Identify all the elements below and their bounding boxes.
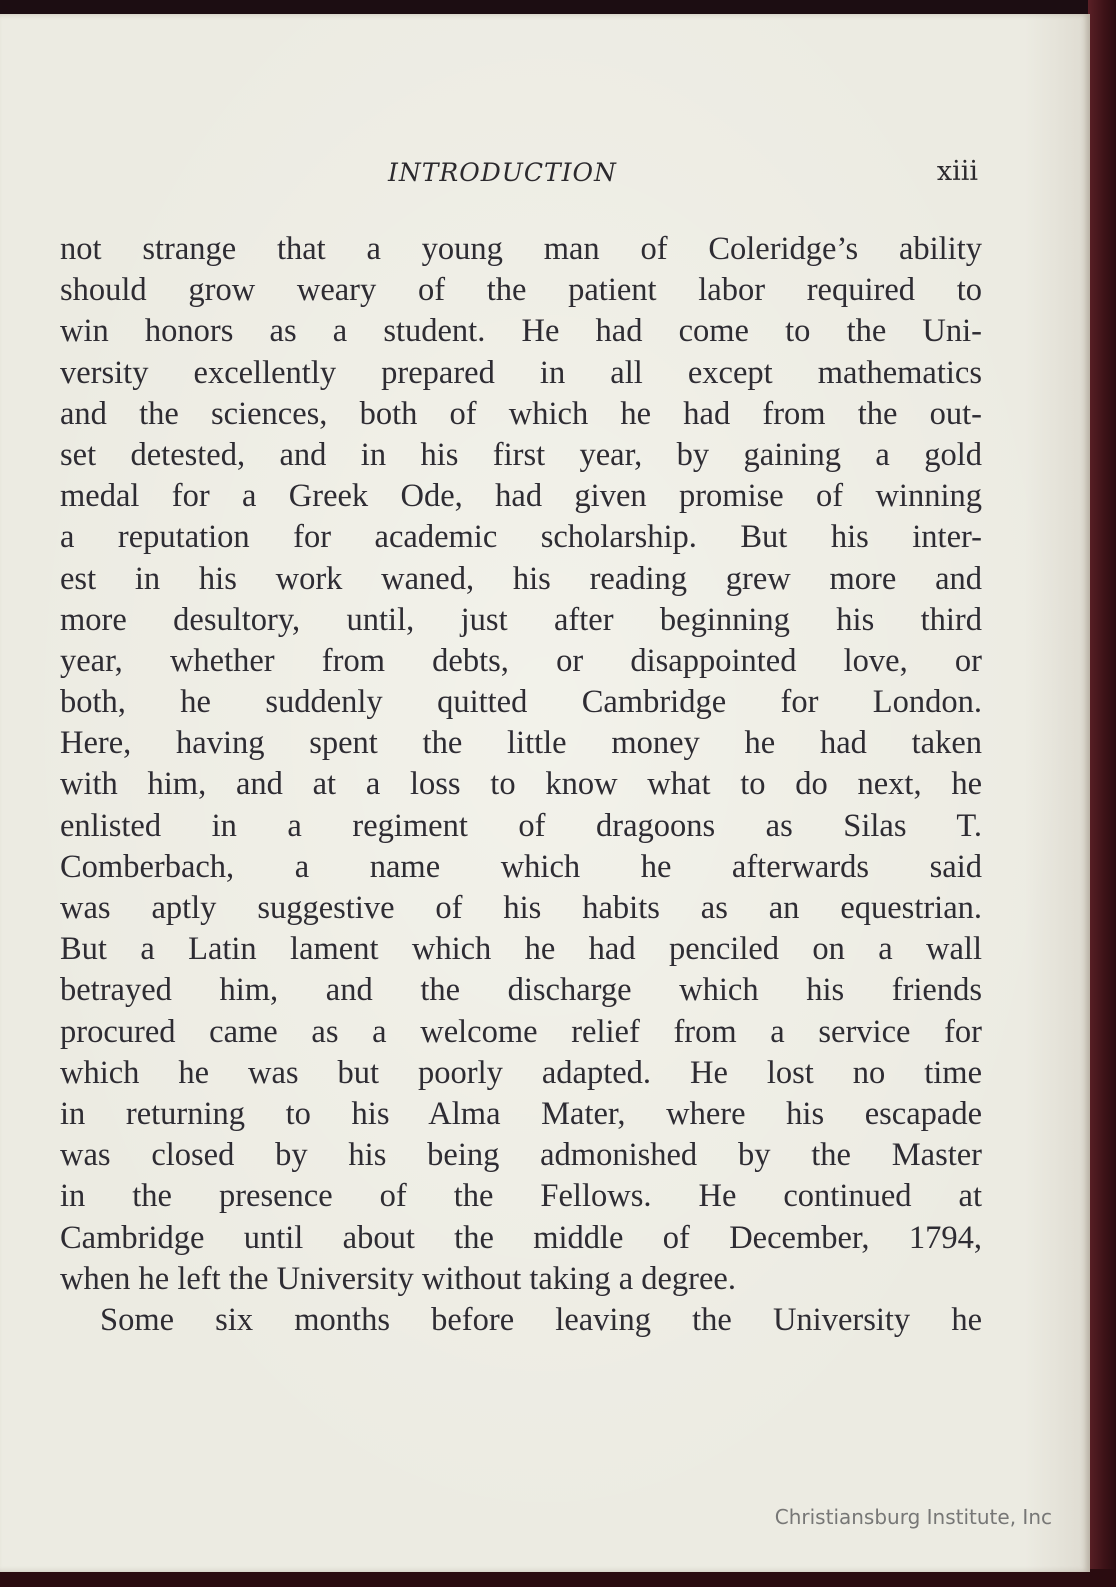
text-line: and the sciences, both of which he had from the out- [60, 395, 982, 432]
page-number: xiii [936, 156, 978, 187]
text-line: procured came as a welcome relief from a service for [60, 1013, 982, 1050]
text-line: with him, and at a loss to know what to do next, he [60, 766, 982, 803]
text-line: est in his work waned, his reading grew more and [60, 560, 982, 597]
book-cover-edge [1088, 0, 1116, 1587]
running-title: INTRODUCTION [388, 158, 617, 187]
body-text [60, 229, 982, 1341]
text-line: Here, having spent the little money he had taken [60, 725, 982, 762]
text-line: not strange that a young man of Coleridge’s ability [60, 231, 982, 267]
text-line: medal for a Greek Ode, had given promise of winning [60, 478, 982, 515]
text-line: Cambridge until about the middle of December, 1794, [60, 1219, 982, 1256]
text-line: in the presence of the Fellows. He continued at [60, 1178, 982, 1215]
text-line: But a Latin lament which he had penciled on a wall [60, 931, 982, 968]
text-line: betrayed him, and the discharge which his friends [60, 972, 982, 1009]
running-head [60, 158, 978, 192]
text-line: win honors as a student. He had come to the Uni- [60, 313, 982, 350]
text-line: more desultory, until, just after beginning his third [60, 601, 982, 638]
watermark: Christiansburg Institute, Inc [774, 1505, 1052, 1529]
text-line: year, whether from debts, or disappointed love, or [60, 642, 982, 679]
paragraph-start-line: Some six months before leaving the University he [100, 1301, 982, 1338]
text-line: enlisted in a regiment of dragoons as Silas T. [60, 807, 982, 844]
text-line: versity excellently prepared in all except mathematics [60, 354, 982, 391]
text-line: both, he suddenly quitted Cambridge for London. [60, 684, 982, 721]
text-line: when he left the University without taking a degree. [60, 1260, 736, 1297]
text-line: was aptly suggestive of his habits as an equestrian. [60, 890, 982, 926]
book-page [0, 14, 1090, 1572]
text-line: which he was but poorly adapted. He lost no time [60, 1054, 982, 1091]
text-line: a reputation for academic scholarship. But his inter- [60, 519, 982, 556]
text-line: set detested, and in his first year, by gaining a gold [60, 436, 982, 473]
text-line: should grow weary of the patient labor required to [60, 272, 982, 309]
text-line: Comberbach, a name which he afterwards said [60, 848, 982, 885]
text-line: in returning to his Alma Mater, where his escapade [60, 1095, 982, 1132]
text-line: was closed by his being admonished by the Master [60, 1137, 982, 1174]
